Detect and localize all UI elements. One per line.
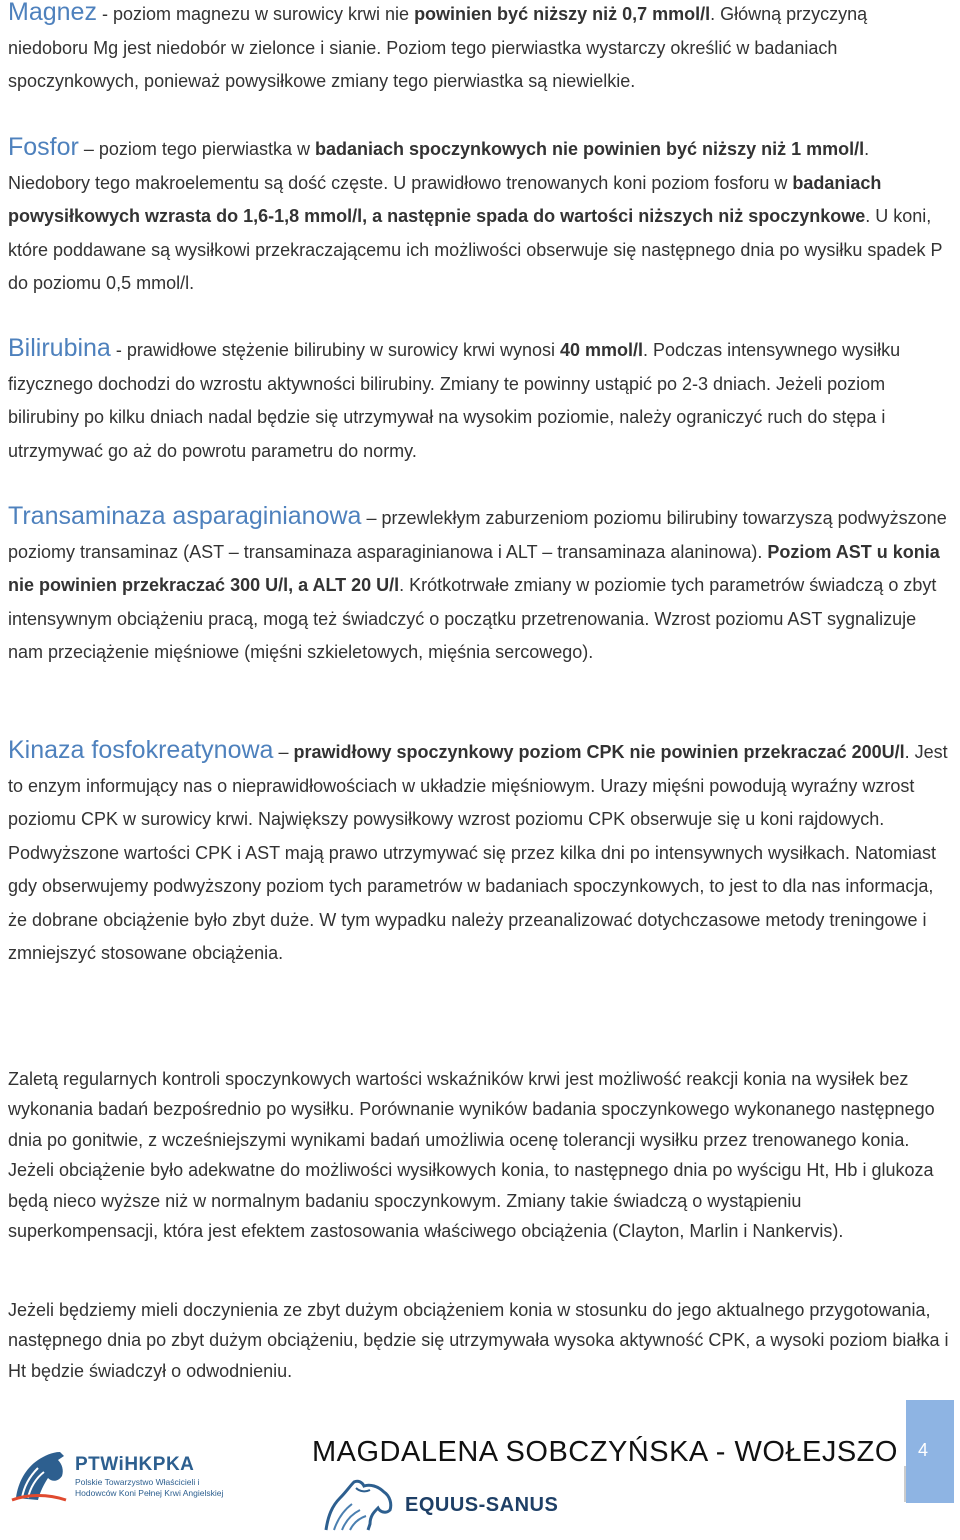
paragraph-zaleta: Zaletą regularnych kontroli spoczynkowych wartości wskaźników krwi jest możliwość reakcji konia na wysiłek bez wykonania badań bezpośrednio po wysiłku. Porównanie wyników badania spoczynkowego wykonanego następnego dnia po gonitwie, z wcześniejszymi wynikami badań umożliwia ocenę tolerancji wysiłku przez trenowanego konia. Jeżeli obciążenie było adekwatne do możliwości wysiłkowych konia, to następnego dnia po wyścigu Ht, Hb i glukoza będą nieco wyższe niż w normalnym badaniu spoczynkowym. Zmiany takie świadczą o wystąpieniu superkompensacji, która jest efektem zastosowania właściwego obciążenia (Clayton, Marlin i Nankervis). bbox=[8, 1069, 935, 1242]
kinaza-text-2: . Jest to enzym informujący nas o nieprawidłowościach w układzie mięśniowym. Urazy mięśni powodują wyraźny wzrost poziomu CPK w surowicy krwi. Największy powysiłkowy wzrost poziomu CPK obserwuje się u koni rajdowych. Podwyższone wartości CPK i AST mają prawo utrzymywać się przez kilka dni po intensywnych wysiłkach. Natomiast gdy obserwujemy podwyższony poziom tych parametrów w badaniach spoczynkowych, to jest to dla nas informacja, że dobrane obciążenie było zbyt duże. W tym wypadku należy przeanalizować dotychczasowe metody treningowe i zmniejszyć stosowane obciążenia. bbox=[8, 742, 948, 963]
bilirubina-paragraph bbox=[8, 332, 952, 468]
fosfor-text-2: . Niedobory tego makroelementu są dość częste. U prawidłowo trenowanych koni poziom fosforu w bbox=[8, 139, 870, 193]
fosfor-text-3: . U koni, które poddawane są wysiłkowi przekraczającemu ich możliwości obserwuje się następnego dnia po wysiłku spadek P do poziomu 0,5 mmol/l. bbox=[8, 206, 943, 293]
footer-author: MAGDALENA SOBCZYŃSKA - WOŁEJSZO bbox=[312, 1436, 898, 1468]
horse-head-logo-icon bbox=[8, 1448, 70, 1504]
magnez-bold-1: powinien być niższy niż 0,7 mmol/l bbox=[414, 4, 711, 24]
bilirubina-text-2: . Podczas intensywnego wysiłku fizycznego dochodzi do wzrostu aktywności bilirubiny. Zmiany te powinny ustąpić po 2-3 dniach. Jeżeli poziom bilirubiny po kilku dniach nadal będzie się utrzymywał na wysokim poziomie, należy ograniczyć ruch do stępa i utrzymywać go aż do powrotu parametru do normy. bbox=[8, 340, 901, 461]
magnez-text-1: - poziom magnezu w surowicy krwi nie bbox=[96, 4, 415, 24]
section-bilirubina bbox=[8, 332, 952, 468]
fosfor-text-1: – poziom tego pierwiastka w bbox=[78, 139, 315, 159]
bilirubina-bold-1: 40 mmol/l bbox=[560, 340, 644, 360]
section-zaleta bbox=[8, 1064, 952, 1246]
heading-fosfor: Fosfor bbox=[8, 133, 79, 161]
bilirubina-text-1: - prawidłowe stężenie bilirubiny w surowicy krwi wynosi bbox=[110, 340, 560, 360]
section-transaminaza bbox=[8, 500, 952, 670]
logo1-subtitle: Polskie Towarzystwo Właścicieli i Hodowców Koni Pełnej Krwi Angielskiej bbox=[75, 1477, 224, 1498]
heading-magnez: Magnez bbox=[8, 0, 97, 26]
transaminaza-text-2: . Krótkotrwałe zmiany w poziomie tych parametrów świadczą o zbyt intensywnym obciążeniu pracą, mogą też świadczyć o początku przetrenowania. Wzrost poziomu AST sygnalizuje nam przeciążenie mięśniowe (mięśni szkieletowych, mięśnia sercowego). bbox=[8, 575, 937, 662]
section-jezeli bbox=[8, 1295, 952, 1386]
transaminaza-bold-1: Poziom AST u konia nie powinien przekraczać 300 U/l, a ALT 20 U/l bbox=[8, 541, 940, 595]
section-kinaza bbox=[8, 734, 952, 971]
fosfor-bold-2: badaniach powysiłkowych wzrasta do 1,6-1,8 mmol/l, a następnie spada do wartości niższych niż spoczynkowe bbox=[8, 172, 882, 226]
kinaza-text-1: – bbox=[273, 742, 294, 762]
magnez-text-2: . Główną przyczyną niedoboru Mg jest niedobór w zielonce i sianie. Poziom tego pierwiastka wystarczy określić w badaniach spoczynkowych, ponieważ powysiłkowe zmiany tego pierwiastka są niewielkie. bbox=[8, 4, 868, 91]
magnez-paragraph bbox=[8, 0, 952, 99]
paragraph-jezeli: Jeżeli będziemy mieli doczynienia ze zbyt dużym obciążeniem konia w stosunku do jego aktualnego przygotowania, następnego dnia po zbyt dużym obciążeniu, będzie się utrzymywała wysoka aktywność CPK, a wysoki poziom białka i Ht będzie świadczył o odwodnieniu. bbox=[8, 1300, 949, 1381]
page-number-box bbox=[906, 1400, 954, 1503]
page-number: 4 bbox=[918, 1440, 929, 1460]
heading-transaminaza: Transaminaza asparaginianowa bbox=[8, 502, 362, 530]
section-magnez bbox=[8, 0, 952, 99]
fosfor-bold-1: badaniach spoczynkowych nie powinien być niższy niż 1 mmol/l bbox=[314, 139, 865, 159]
fosfor-paragraph bbox=[8, 131, 952, 301]
transaminaza-paragraph bbox=[8, 500, 952, 670]
logo1-name: PTWiHKPKA bbox=[75, 1454, 195, 1475]
kinaza-bold-1: prawidłowy spoczynkowy poziom CPK nie powinien przekraczać 200U/l bbox=[293, 742, 905, 762]
horse-sketch-logo-icon bbox=[320, 1476, 398, 1532]
transaminaza-text-1: – przewlekłym zaburzeniom poziomu bilirubiny towarzyszą podwyższone poziomy transaminaz (AST – transaminaza asparaginianowa i ALT – transaminaza alaninowa). bbox=[8, 508, 947, 562]
heading-kinaza: Kinaza fosfokreatynowa bbox=[8, 736, 274, 764]
kinaza-paragraph bbox=[8, 734, 952, 971]
heading-bilirubina: Bilirubina bbox=[8, 334, 111, 362]
logo-ptwihkpka bbox=[8, 1448, 224, 1504]
section-fosfor bbox=[8, 131, 952, 301]
logo2-name: EQUUS-SANUS bbox=[405, 1494, 559, 1516]
